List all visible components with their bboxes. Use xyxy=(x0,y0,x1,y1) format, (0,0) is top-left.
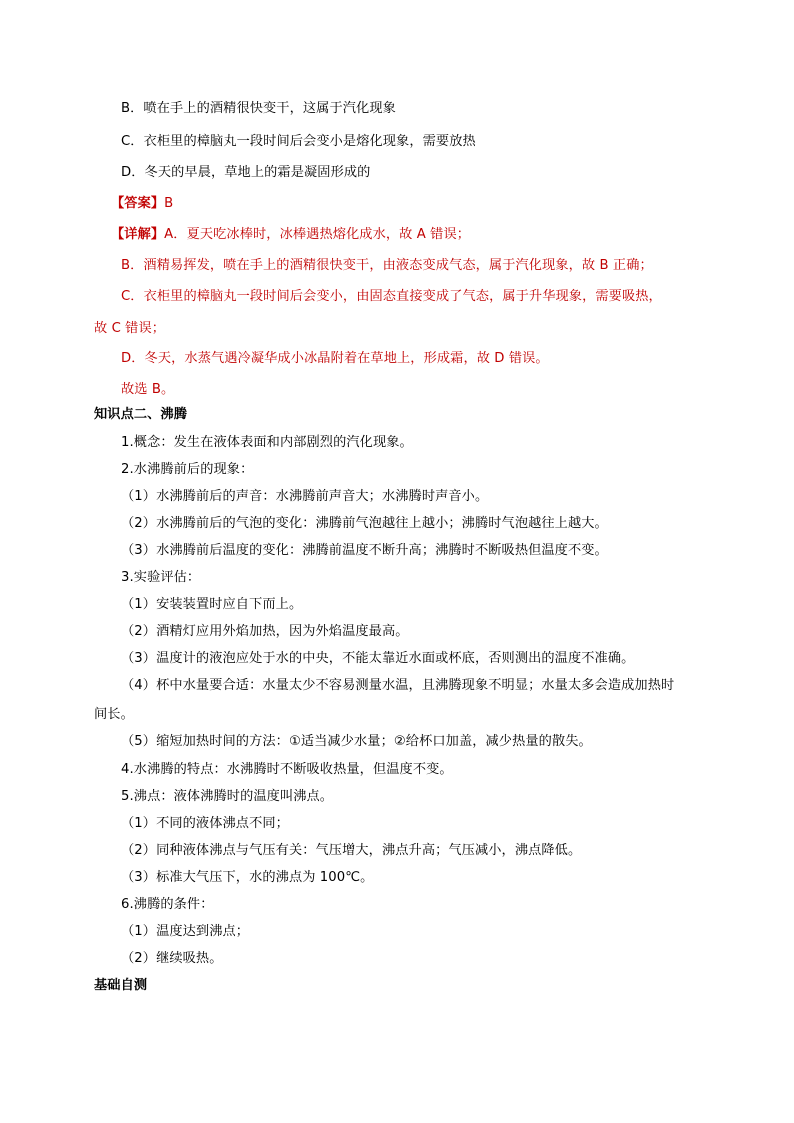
explanation-a xyxy=(111,226,470,244)
boiling-line: 2.水沸腾前后的现象： xyxy=(121,462,254,477)
boiling-line: 1.概念：发生在液体表面和内部剧烈的汽化现象。 xyxy=(121,435,413,450)
section-heading-boiling: 知识点二、沸腾 xyxy=(94,407,188,422)
boiling-line: （1）不同的液体沸点不同； xyxy=(121,816,289,831)
boiling-line: （2）同种液体沸点与气压有关：气压增大，沸点升高；气压减小，沸点降低。 xyxy=(121,843,582,858)
boiling-line: （1）水沸腾前后的声音：水沸腾前声音大；水沸腾时声音小。 xyxy=(121,489,489,504)
explanation-c-line2: 故 C 错误； xyxy=(94,321,166,336)
boiling-line: 3.实验评估： xyxy=(121,570,201,585)
answer-line xyxy=(111,195,173,213)
boiling-line: （3）水沸腾前后温度的变化：沸腾前温度不断升高；沸腾时不断吸热但温度不变。 xyxy=(121,543,608,558)
explanation-conclusion: 故选 B。 xyxy=(121,382,175,397)
boiling-line: （3）标准大气压下，水的沸点为 100℃。 xyxy=(121,870,374,885)
answer-value: B xyxy=(164,196,174,211)
option-b: B．喷在手上的酒精很快变干，这属于汽化现象 xyxy=(121,101,396,116)
option-c: C．衣柜里的樟脑丸一段时间后会变小是熔化现象，需要放热 xyxy=(121,134,476,149)
boiling-line: （2）继续吸热。 xyxy=(121,951,223,966)
boiling-line: （5）缩短加热时间的方法：①适当减少水量；②给杯口加盖，减少热量的散失。 xyxy=(121,734,592,749)
boiling-line: 5.沸点：液体沸腾时的温度叫沸点。 xyxy=(121,789,334,804)
section-heading-self-test: 基础自测 xyxy=(94,978,148,993)
boiling-line: （4）杯中水量要合适：水量太少不容易测量水温，且沸腾现象不明显；水量太多会造成加热时 xyxy=(121,678,675,693)
boiling-line: （1）安装装置时应自下而上。 xyxy=(121,597,303,612)
answer-tag: 【答案】 xyxy=(111,196,165,211)
boiling-line: （3）温度计的液泡应处于水的中央，不能太靠近水面或杯底，否则测出的温度不准确。 xyxy=(121,651,635,666)
explanation-b: B．酒精易挥发，喷在手上的酒精很快变干，由液态变成气态，属于汽化现象，故 B 正确； xyxy=(121,258,653,273)
boiling-line: 间长。 xyxy=(94,707,134,722)
boiling-line: 4.水沸腾的特点：水沸腾时不断吸收热量，但温度不变。 xyxy=(121,762,453,777)
option-d: D．冬天的早晨，草地上的霜是凝固形成的 xyxy=(121,165,371,180)
boiling-line: 6.沸腾的条件： xyxy=(121,897,214,912)
boiling-line: （1）温度达到沸点； xyxy=(121,924,250,939)
explanation-c-line1: C．衣柜里的樟脑丸一段时间后会变小，由固态直接变成了气态，属于升华现象，需要吸热， xyxy=(121,289,662,304)
explanation-a-text: A．夏天吃冰棒时，冰棒遇热熔化成水，故 A 错误； xyxy=(164,227,471,242)
boiling-line: （2）酒精灯应用外焰加热，因为外焰温度最高。 xyxy=(121,624,409,639)
explanation-d: D．冬天，水蒸气遇冷凝华成小冰晶附着在草地上，形成霜，故 D 错误。 xyxy=(121,351,549,366)
boiling-line: （2）水沸腾前后的气泡的变化：沸腾前气泡越往上越小；沸腾时气泡越往上越大。 xyxy=(121,516,608,531)
explanation-tag: 【详解】 xyxy=(111,227,165,242)
